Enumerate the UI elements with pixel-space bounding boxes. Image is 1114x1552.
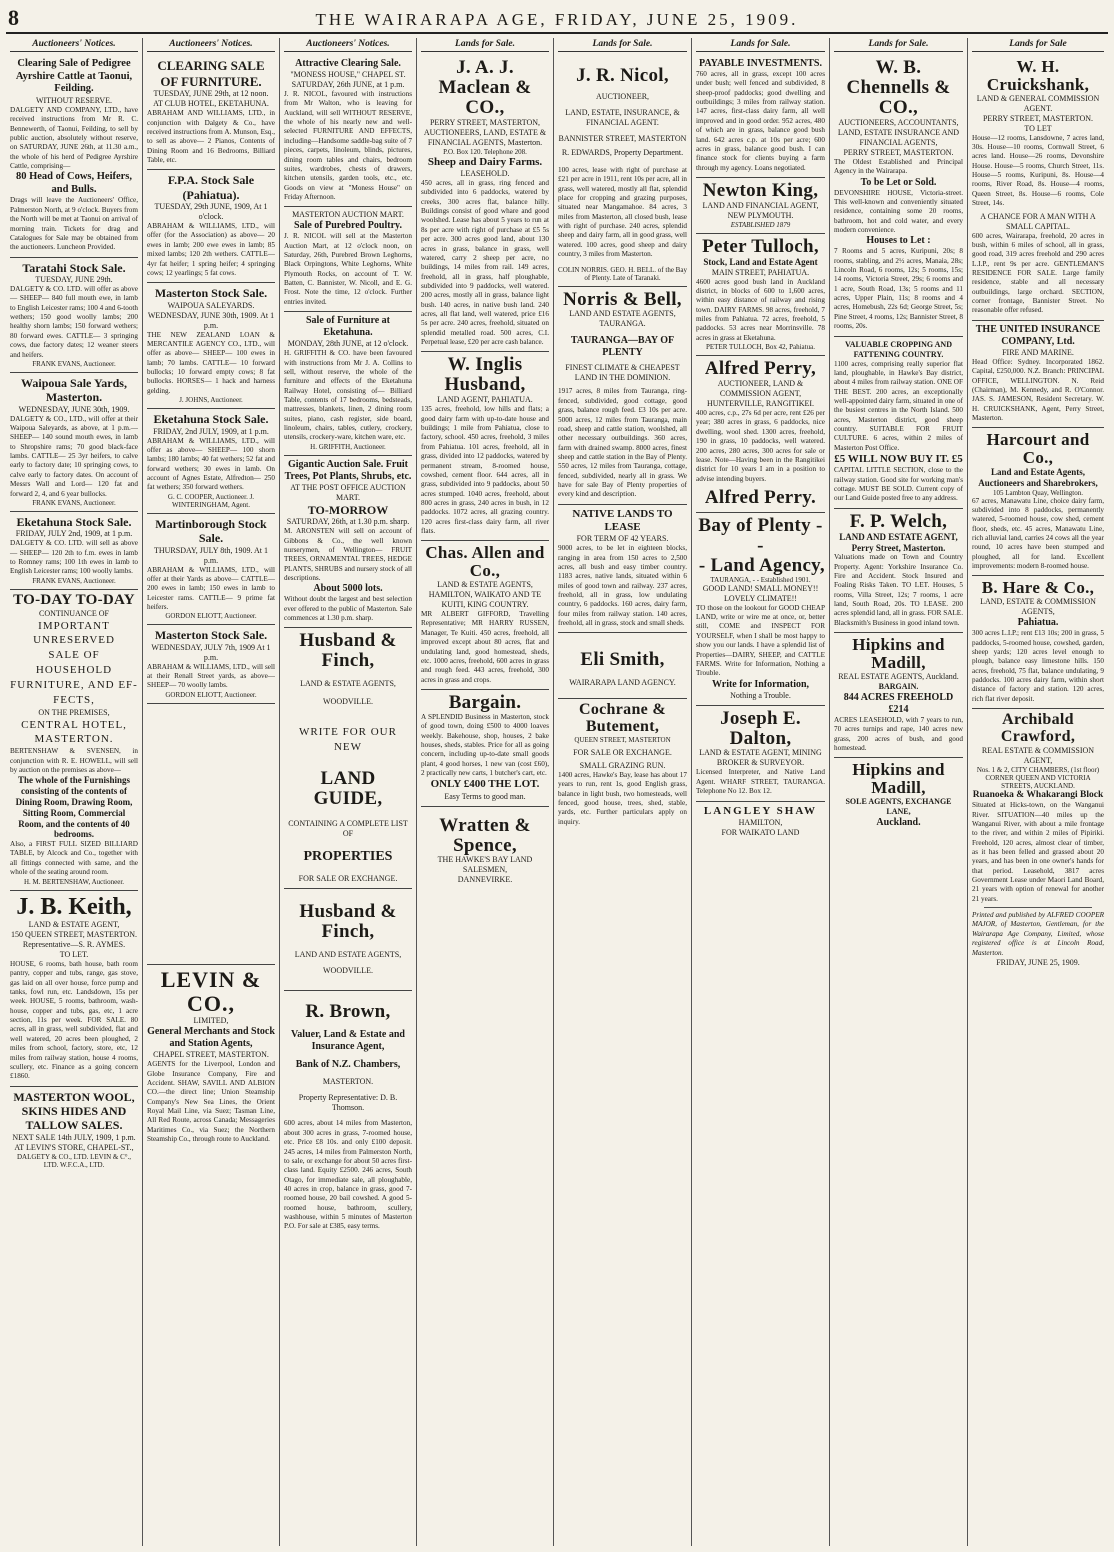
ad-subtitle: LAND & ESTATE AGENT, (28, 919, 120, 929)
ad-headline: Bank of N.Z. Chambers, (295, 1059, 401, 1071)
ad-body: HOUSE, 6 rooms, bath house, bath room pantry, copper and tubs, range, gas stove, gas laid on all over house, force pump and tanks, fowl run, etc. Landsdown, 15s per week. HOUSE, 5 rooms, bathroom, wash-house, copper and tubs, gas, etc, 1 acre section, 11s per week. FOR SALE. 80 acres, all in grass, well subdivided, flat and well watered, 20 acres been ploughed, 2 miles from school, factory, store, etc, 12 miles from railway station, house 4 rooms, scullery, etc. Finance as a going concern £1860. (10, 959, 138, 1081)
ad-title: F.P.A. Stock Sale (Pahiatua). (167, 173, 255, 202)
ad-tagline: FOR WAIKATO LAND (721, 827, 800, 837)
ad-body: 100 acres, lease with right of purchase at £21 per acre in 1911, rent 10s per acre, all in grass, well watered, mostly all flat, splendid place for cropping and grazing purposes, situated near Mangamahoe. 84 acres, 3 miles from Masterton, all closed bush, lease with right of purchase. 240 acres, splendid sheep and dairy farm, all in good grass, well watered. 100 acres, good sheep and dairy country, 3 miles from Masterton. (558, 165, 687, 259)
ad-address: QUEEN STREET, MASTERTON (574, 735, 671, 744)
ad-title: W. H. Cruickshank, (986, 57, 1090, 94)
ad-signature: PETER TULLOCH, Box 42, Pahiatua. (706, 343, 815, 352)
ad-subtitle: AUCTIONEERS, ACCOUNTANTS, LAND, ESTATE INSURANCE AND FINANCIAL AGENTS, (837, 117, 960, 147)
ad-subtitle: HAMILTON, (738, 817, 783, 827)
ad-body: THE NEW ZEALAND LOAN & MERCANTILE AGENCY CO., LTD., will offer as above— SHEEP— 100 ewes in lamb; 70 lambs. CATTLE— 10 forward bullocks; 10 forward empty cows; 8 fat bullocks. HORSES— 1 hack and harness gelding. (147, 330, 275, 395)
ad-title: TO-DAY TO-DAY (13, 591, 135, 608)
ad-line: FECTS, (53, 693, 95, 706)
ad-subtitle: LAND AGENT, PAHIATUA. (437, 395, 533, 405)
ad-body: CAPITAL LITTLE SECTION, close to the railway station. Good site for working man's cottage. MUST BE SOLD. Current copy of our Land Guide posted free to any address. (834, 466, 963, 503)
ad-date: WEDNESDAY, JUNE 30th, 1909. (18, 404, 130, 414)
ad-subtitle: WITHOUT RESERVE. (35, 95, 113, 105)
advertisement (284, 312, 412, 456)
ad-title: J. B. Keith, (16, 893, 132, 920)
ad-body: TO those on the lookout for GOOD CHEAP LAND, write or wire me at once, or, better still, COME and INSPECT FOR YOURSELF, when I shall be most happy to show you our lands. I have a splendid list of Properties—DAIRY, SHEEP, and CATTLE FARMS. Write for Information, Nothing a Trouble. (696, 603, 825, 678)
ad-headline: BARGAIN. (878, 681, 919, 691)
ad-body: M. ARONSTEN will sell on account of Gibbons & Co., the well known nurserymen, of Wellington— FRUIT TREES, ORNAMENTAL TREES, HEDGE PLANTS, SHRUBS and nursery stock of all descriptions. (284, 527, 412, 582)
ad-subtitle: LEASEHOLD. (460, 169, 510, 178)
advertisement (421, 55, 549, 352)
ad-title: Eketahuna Stock Sale. (153, 412, 269, 427)
advertisement (696, 802, 825, 842)
ad-price: ONLY £400 THE LOT. (430, 778, 540, 791)
ad-title: W. Inglis Husband, (444, 354, 526, 396)
advertisement (421, 352, 549, 541)
advertisement (10, 258, 138, 373)
ad-body: 600 acres, about 14 miles from Masterton, about 300 acres in grass, 7-roomed house, etc. Price £8 10s. and only £100 deposit. 245 acres, 14 miles from Palmerston North, to sale, or exchange for about 50 acres first-class land. Equity £2500. 246 acres, South Otago, for immediate sale, all ploughable, 40 acres in crop, balance in grass, good 7-roomed house, 20 bail cowshed. A good 5-roomed house, bathroom, scullery, washhouse, within 5 minutes of Masterton P.O. For sale at £385, easy terms. (284, 1119, 412, 1231)
ad-body: 300 acres L.I.P.; rent £13 10s; 200 in grass, 5 paddocks, 5-roomed house, cowshed, garden, sheep yards; 120 acres level enough to plough, balance easy limestone hills. 150 acres, freehold, 75 flat, balance undulating, 9 paddocks. 100 acres dairy farm, within short distance of factory and station. 120 acres, rich flat river deposit. (972, 629, 1104, 703)
advertisement (558, 505, 687, 634)
ad-body: 400 acres, c.p., 27s 6d per acre, rent £26 per year; 380 acres in grass, 6 paddocks, nice dwelling, wool shed. 1300 acres, freehold, 190 in grass, 10 paddocks, well watered. 200 acres, 280 acres, 300 acres for sale or lease. Note—Having been in the Rangitikei district for 10 years I am in a position to advise intending buyers. (696, 409, 825, 483)
ad-tagline: FINEST CLIMATE & CHEAPEST LAND IN THE DOMINION. (565, 363, 680, 383)
ad-title-continued: - Land Agency, (698, 554, 825, 576)
ad-body: Head Office: Sydney. Incorporated 1862. Capital, £250,000. N.Z. Branch: PRINCIPAL OFFICE, WELLINGTON. N. Reid (Chairman), M. Kennedy, and R. O'Connor. JAS. S. JAMESON, Resident Secretary. W. H. CRUICKSHANK, Agent, Perry Street, Masterton. (972, 357, 1104, 422)
ad-body: ACRES LEASEHOLD, with 7 years to run, 70 acres turnips and rape, 140 acres new grass, 200 acres of bush, and good homestead. (834, 715, 963, 752)
advertisement (834, 337, 963, 509)
ad-date: WEDNESDAY, JULY 7th, 1909 At 1 p.m. (151, 642, 271, 662)
ad-body: J. R. NICOL, favoured with instructions from Mr Walton, who is leaving for Auckland, will sell WITHOUT RESERVE, the whole of his nearly new and well-selected FURNITURE AND EFFECTS, including—Handsome saddle-bag suite of 7 pieces, carpets, linoleum, blinds, pictures, dining room tables and chairs, bedroom suites, wardrobes, chests of drawers, kitchen utensils, garden tools, etc., etc. Goods on view at "Moness House" on Friday Afternoon. (284, 90, 412, 201)
column-4 (417, 38, 554, 1546)
ad-headline: Sale of Purebred Poultry. (294, 220, 402, 232)
ad-date: TUESDAY, 29th JUNE, 1909, At 1 o'clock. (154, 202, 268, 222)
ad-line: FURNITURE, AND EF- (10, 678, 138, 691)
ad-signature: GORDON ELIOTT, Auctioneer. (165, 690, 257, 699)
ad-body: Valuations made on Town and Country Property. Agent: Yorkshire Insurance Co. Fire and Accident. Stock Insured and Foaling Risks Taken. TO LET. Houses, 5 rooms, Villa Street, 12s; 7 rooms, 1 acre land, South Road, 20s. TO LEASE. 200 acres splendid land, all in grass. FOR SALE. Blacksmith's Business in good inland town. (834, 553, 963, 627)
ad-subtitle: ON THE PREMISES, (38, 707, 110, 717)
ad-subtitle: AUCTIONEER, (595, 91, 650, 101)
ad-subtitle: LAND AND ESTATE AGENT, Perry Street, Masterton. (839, 531, 958, 553)
advertisement (147, 514, 275, 626)
ad-time: SATURDAY, 26th, at 1.30 p.m. sharp. (286, 517, 410, 527)
ad-body: House—12 rooms, Lansdowne, 7 acres land, 30s. House—10 rooms, Cornwall Street, 6 acres land. House—26 rooms, Devonshire House. House—5 rooms, Church Street, 11s. House—5 rooms, Kuripuni, 8s. House—4 rooms, River Road, 8s. House—4 rooms, Queen Street, 8s. House—6 rooms, Cole Street, 14s. (972, 133, 1104, 208)
ad-headline: A CHANCE FOR A MAN WITH A SMALL CAPITAL. (980, 211, 1096, 231)
advertisement (972, 55, 1104, 321)
ad-address: PERRY STREET, MASTERTON, AUCTIONEERS, LAND, ESTATE & FINANCIAL AGENTS, Masterton. (423, 117, 547, 147)
ad-date: FRIDAY, JULY 2nd, 1909, at 1 p.m. (15, 529, 133, 539)
advertisement (558, 55, 687, 287)
ad-place: CENTRAL HOTEL, MASTERTON. (21, 718, 127, 746)
ad-place: WOODVILLE. (323, 697, 373, 707)
ad-place: "MONESS HOUSE," CHAPEL ST. (290, 70, 406, 79)
ad-title: W. B. Chennells & CO., (846, 57, 951, 118)
ad-line: IMPORTANT UNRESERVED (33, 619, 115, 647)
ad-tagline: GOOD LAND! SMALL MONEY!! LOVELY CLIMATE!! (702, 583, 819, 603)
ad-body: 1100 acres, comprising really superior flat land, ploughable, in Hawke's Bay district, about 4 miles from railway station. ONE OF THE BEST. 200 acres, an exceptionally well-appointed dairy farm, situated in one of the busiest centres in the North Island. 500 acres, Masterton district, good sheep country. SUITABLE FOR FRUIT CULTURE. 6 acres, within 2 miles of Masterton Post Office. (834, 359, 963, 452)
column-heading: Auctioneers' Notices. (10, 38, 138, 52)
ad-body: J. R. NICOL will sell at the Masterton Auction Mart, at 12 o'clock noon, on Saturday, 26th, Purebred Brown Leghorns, Black Orpingtons, White Leghorns, White Plymouth Rocks, on account of T. W. Batten, C. Bannister, W. Nicoll, and E. G. Frost. Note the time, 12 o'clock. Further entries invited. (284, 232, 412, 306)
advertisement (10, 373, 138, 512)
advertisement (284, 55, 412, 207)
ad-date: MONDAY, 28th JUNE, at 12 o'clock. (287, 339, 409, 349)
ad-headline: To be Let or Sold. (860, 176, 937, 188)
ad-subtitle: FOR TERM OF 42 YEARS. (576, 534, 669, 544)
newspaper-page (6, 4, 1108, 1548)
ad-body: DALGETY & CO., LTD., will offer at their Waipoua Saleyards, as above, at 1 p.m.— SHEEP— 140 sound mouth ewes, in lamb to Shropshire rams; 70 good black-face lambs. CATTLE— 25 3yr heifers, to calve early to factory date; 10 springing cows, to calve early to factory dates. On account of Messrs Wall and Lord— 120 fat and forward 2, 4, and 6 year bullocks. (10, 414, 138, 498)
ad-title: Peter Tulloch, (702, 235, 819, 257)
ad-title: PAYABLE INVESTMENTS. (698, 58, 822, 69)
advertisement (834, 55, 963, 337)
advertisement (421, 690, 549, 807)
ad-headline: Houses to Let : (866, 235, 931, 247)
ad-subtitle: LAND, ESTATE & COMMISSION AGENTS, (980, 597, 1096, 617)
advertisement (10, 590, 138, 891)
ad-title: Gigantic Auction Sale. Fruit Trees, Pot Plants, Shrubs, etc. (284, 458, 412, 482)
ad-headline: Sheep and Dairy Farms. (427, 155, 543, 168)
columns (6, 38, 1108, 1546)
advertisement (284, 628, 412, 888)
ad-subtitle: LIMITED, (193, 1016, 229, 1026)
advertisement (284, 456, 412, 629)
ad-headline: TAURANGA—BAY OF PLENTY (570, 335, 675, 359)
ad-signature: H. GRIFFITH, Auctioneer. (310, 442, 386, 451)
ad-date: TO-MORROW (307, 502, 389, 517)
ad-title: J. A. J. Maclean & CO., (438, 57, 532, 118)
ad-line: WRITE FOR OUR NEW (299, 726, 397, 754)
advertisement (834, 633, 963, 758)
ad-place: DANNEVIRKE. (457, 875, 513, 885)
ad-title: Husband & Finch, (299, 900, 397, 942)
ad-title: B. Hare & Co., (981, 578, 1095, 598)
ad-address: 150 QUEEN STREET, MASTERTON. (10, 929, 138, 939)
ad-headline: LAND GUIDE, (313, 767, 383, 809)
ad-place: AT THE POST OFFICE AUCTION MART. (290, 482, 406, 502)
advertisement (147, 55, 275, 170)
ad-date: SATURDAY, 26th JUNE, at 1 p.m. (291, 80, 405, 89)
ad-body: 135 acres, freehold, low hills and flats; a good dairy farm with up-to-date house and buildings; 1 mile from Pahiatua, close to factory, school. 450 acres, freehold, 3 miles from Pahiatua. 101 acres, freehold, all in grass, divided into 12 paddocks, watered by permanent stream, 8-roomed house, cowshed, cement floor. 644 acres, all in grass, subdivided into 9 paddocks, about 50 acres stumped. 1040 acres, freehold, about 800 acres in grass, 240 acres in bush, in 12 paddocks. 1072 acres, all grazing country. 120 acres first-class dairy farm, all river flats. (421, 405, 549, 536)
ad-title: Bay of Plenty - - (698, 514, 823, 556)
ad-subtitle: LAND & GENERAL COMMISSION AGENT. (976, 93, 1100, 113)
advertisement (10, 891, 138, 1087)
advertisement (696, 356, 825, 513)
ad-signature: H. M. BERTENSHAW, Auctioneer. (23, 877, 125, 886)
ad-subtitle: FOR SALE OR EXCHANGE. (573, 747, 672, 757)
column-heading: Lands for Sale. (421, 38, 549, 52)
ad-title: Clearing Sale of Pedigree Ayrshire Cattle at Taonui, Feilding. (15, 58, 133, 95)
advertisement (972, 428, 1104, 576)
ad-body: MR ALBERT GIFFORD, Travelling Representative; MR HARRY RUSSEN, Manager, Te Kuiti. 450 acres, freehold, all improved except about 80 acres, flat and undulating land, good homestead, sheds, etc. 1000 acres, freehold, 600 acres in grass and rough feed. 443 acres, freehold, 300 acres in grass and crops. (421, 610, 549, 684)
ad-signature: GORDON ELIOTT, Auctioneer. (165, 612, 257, 621)
ad-street: BANNISTER STREET, MASTERTON (558, 133, 687, 143)
ad-subtitle: CONTINUANCE OF (39, 608, 109, 618)
ad-signature: FRANK EVANS, Auctioneer. (32, 576, 116, 585)
ad-title: Martinborough Stock Sale. (155, 516, 267, 546)
ad-body: ABRAHAM & WILLIAMS, LTD., will sell at their Renall Street yards, as above— SHEEP— 70 woolly lambs. (147, 662, 275, 690)
advertisement (696, 55, 825, 178)
ad-place: AT CLUB HOTEL, EKETAHUNA. (153, 99, 269, 109)
column-heading: Lands for Sale. (834, 38, 963, 52)
page-number: 8 (8, 5, 19, 30)
ad-address: MAIN STREET, PAHIATUA. (711, 267, 810, 277)
advertisement (558, 699, 687, 831)
advertisement (972, 321, 1104, 429)
ad-title: THE UNITED INSURANCE COMPANY, Ltd. (975, 323, 1101, 347)
ad-body: 4600 acres good bush land in Auckland district, in blocks of 600 to 1,600 acres, within easy distance of railway and rising town. DAIRY FARMS. 98 acres, freehold, 7 miles from Pahiatua. 72 acres, freehold, 5 paddocks. 53 acres near Morrinsville. 78 acres in grass at Eketahuna. (696, 277, 825, 342)
ad-headline: About 5000 lots. (313, 583, 383, 595)
ad-title: Joseph E. Dalton, (720, 707, 801, 749)
ad-title: Masterton Stock Sale. (154, 628, 268, 643)
ad-subtitle: LAND AND ESTATE AGENTS, TAURANGA. (569, 309, 676, 329)
ad-title: MASTERTON AUCTION MART. (292, 210, 404, 220)
ad-signature: DALGETY & CO., LTD. LEVIN & C°., LTD. W.F.C.A., LTD. (16, 1152, 132, 1169)
ad-representative: Representative—S. R. AYMES. (22, 939, 126, 949)
advertisement (147, 964, 275, 1149)
ad-date: TUESDAY, JUNE 29th, at 12 noon. (153, 89, 269, 99)
imprint: Printed and published by ALFRED COOPER MAJOR, of Masterton, Gentleman, for the Wairarapa Age Company, Limited, whose registered office is at Lincoln Road, Masterton. (972, 911, 1104, 957)
ad-body: Without doubt the largest and best selection ever offered to the public of Masterton. Sale commences at 1.30 p.m. sharp. (284, 595, 412, 623)
advertisement (147, 409, 275, 514)
ad-date: FRIDAY, 2nd JULY, 1909, at 1 p.m. (153, 426, 269, 436)
ad-place: WAIPOUA SALEYARDS. (167, 300, 255, 310)
ad-body: DEVONSHIRE HOUSE, Victoria-street. This well-known and conveniently situated residence, containing some 20 rooms, bathroom, hot and cold water, and every modern convenience. (834, 188, 963, 234)
ad-title: MASTERTON WOOL, SKINS HIDES AND TALLOW SALES. (13, 1089, 135, 1133)
column-1 (6, 38, 143, 1546)
ad-title: Husband & Finch, (299, 630, 397, 672)
ad-address: LAND, ESTATE, INSURANCE, & FINANCIAL AGENT. (565, 107, 680, 127)
ad-headline: TO LET (1024, 123, 1052, 133)
ad-terms: Easy Terms to good man. (444, 791, 526, 801)
ad-contact: P.O. Box 120. Telephone 208. (443, 147, 527, 156)
ad-headline: Ruanoeka & Whakarangi Block (972, 789, 1104, 800)
ad-subtitle: REAL ESTATE & COMMISSION AGENT, (981, 745, 1095, 765)
ad-subtitle: FIRE AND MARINE. (1002, 347, 1074, 357)
ad-title: Harcourt and Co., (986, 430, 1090, 468)
column-heading: Lands for Sale (972, 38, 1104, 52)
advertisement (10, 1087, 138, 1173)
column-heading: Auctioneers' Notices. (147, 38, 275, 52)
ad-title: Norris & Bell, (563, 288, 682, 310)
advertisement (972, 709, 1104, 972)
ad-subtitle: LAND AND ESTATE AGENTS, (294, 949, 402, 959)
ad-headline: SMALL GRAZING RUN. (579, 760, 666, 770)
ad-address: CHAPEL STREET, MASTERTON. (153, 1050, 269, 1060)
ad-headline: £5 WILL NOW BUY IT. £5 (834, 453, 963, 466)
ad-signature: FRANK EVANS, Auctioneer. (32, 359, 116, 368)
column-7 (830, 38, 968, 1546)
ad-title: Newton King, (702, 179, 819, 201)
ad-title: Eketahuna Stock Sale. (16, 514, 132, 529)
advertisement (834, 758, 963, 833)
ad-title: Archibald Crawford, (1000, 711, 1076, 745)
ad-subtitle: Stock, Land and Estate Agent (703, 256, 818, 267)
ad-title: J. R. Nicol, (576, 65, 669, 86)
ad-title: Chas. Allen and Co., (425, 543, 545, 581)
ad-body: DALGETY & CO. LTD. will offer as above— SHEEP— 840 full mouth ewe, in lamb to English Leicester rams; 100 4 and 6-tooth wethers; 150 good woolly lambs; 200 healthy shorn lambs; 150 forward wethers; 80 forward ewes. CATTLE— 3 springing cows, due factory dates; 12 weaner steers and heifers. (10, 285, 138, 359)
ad-date: THURSDAY, JULY 8th, 1909. At 1 p.m. (153, 545, 269, 565)
ad-title: VALUABLE CROPPING AND FATTENING COUNTRY. (845, 339, 952, 359)
column-heading: Lands for Sale. (558, 38, 687, 52)
ad-title: NATIVE LANDS TO LEASE (572, 507, 673, 533)
ad-title: Bargain. (448, 691, 522, 713)
imprint-date: FRIDAY, JUNE 25, 1909. (996, 957, 1080, 967)
ad-body: 600 acres, Wairarapa, freehold, 20 acres in bush, within 6 miles of school, all in grass, good road, 319 acres freehold and 290 acres L.I.P., rent 9s per acre. GENTLEMAN'S RESIDENCE FOR SALE. Large family residence, stable and all necessary outbuildings, large orchard. SECTION, corner frontage, Bannister Street. No reasonable offer refused. (972, 231, 1104, 315)
ad-headline: 80 Head of Cows, Heifers, and Bulls. (15, 171, 133, 195)
ad-body: H. GRIFFITH & CO. have been favoured with instructions from Mr J. A. Collins to sell, without reserve, the whole of the furniture and effects of the Eketahuna Railway Hotel, consisting of— Billiard Table, contents of 17 bedrooms, bedsteads, mattresses, blankets, linen, 2 dining room suites, piano, cash register, side board, linoleum, chairs, tables, cutlery, crockery, utensils, crockery-ware, kitchen ware, etc. (284, 349, 412, 442)
advertisement (696, 178, 825, 234)
ad-line: FOR SALE OR EXCHANGE. (298, 873, 398, 883)
ad-address: Nos. 1 & 2, CITY CHAMBERS, (1st floor) CORNER QUEEN AND VICTORIA STREETS, AUCKLAND. (976, 765, 1100, 790)
divider (984, 907, 1092, 908)
ad-title: R. Brown, (305, 1000, 391, 1022)
ad-place: AT LEVIN'S STORE, CHAPEL-ST., (14, 1142, 134, 1152)
masthead (6, 4, 1108, 34)
ad-title: Eli Smith, (580, 649, 665, 671)
column-2 (143, 38, 280, 1546)
ad-subtitle: REAL ESTATE AGENTS, Auckland. (838, 671, 959, 681)
advertisement (696, 513, 825, 706)
ad-body: The Oldest Established and Principal Agency in the Wairarapa. (834, 157, 963, 176)
ad-title: Masterton Stock Sale. (154, 286, 268, 301)
ad-body: ABRAHAM & WILLIAMS, LTD., will offer (for the Association) as above— 20 ewes in lamb; 200 ewe ewes in lamb; 85 mixed lambs; 120 2th wethers. CATTLE— 4yr fat heifer; 1 spring heifer; 4 springing cows; 12 yearlings; 5 fat cows. (147, 222, 275, 277)
advertisement (147, 283, 275, 409)
ad-body: ABRAHAM & WILLIAMS, LTD., will offer as above— SHEEP— 100 shorn lambs; 180 lambs; 40 fat wethers; 52 fat and forward wethers; 30 ewes in lamb. On account of Agnes Estate, Alfredton— 250 fat wethers; 350 forward wethers. (147, 436, 275, 492)
ad-title: Sale of Furniture at Eketahuna. (306, 315, 390, 339)
ad-title: LEVIN & CO., (160, 966, 262, 1016)
ad-body: 7 Rooms and 5 acres, Kuripuni, 20s; 8 rooms, stabling, and 2½ acres, Manaia, 28s; Lincoln Road, 6 rooms, 12s; 5 rooms, 15s; 14 rooms, Victoria Street, 29s; 6 rooms and 1 acre, South Road, 13s; 5 rooms and 11 acres, Upper Plain, 11s; 8 rooms and 4 acres, Homebush, 22s 6d; George Street, 5s; Pine Street, 4 rooms, 12s; Bannister Street, 8 rooms, 20s. (834, 247, 963, 331)
ad-body: 450 acres, all in grass, ring fenced and subdivided into 6 paddocks, watered by creeks, 300 acres flat, balance hilly. Buildings consist of good whare and good woolshed. Lease has about 5 years to run at 8s per acre with right of purchase at £5 5s per acre. 300 acres good land, about 130 acres in grass, balance in grass, well watered, carry 2 sheep per acre, no buildings, 14 miles from rail. 149 acres, freehold, all in grass, half ploughable, subdivided into 9 paddocks, well watered. 200 acres, mostly all in grass, balance light bush. 140 acres, in native bush land. 240 acres, all flat land, well watered, price £16 5s per acre. 240 acres, freehold, situated on splendid metalled road. 500 acres, C.I. Perpetual lease, £20 per acre cash balance. (421, 179, 549, 347)
advertisement (284, 889, 412, 991)
ad-place: Pahiatua. (1017, 617, 1059, 629)
ad-address: 105 Lambton Quay, Wellington. (992, 488, 1084, 497)
ad-subtitle: Valuer, Land & Estate and Insurance Agent, (290, 1029, 405, 1053)
ad-subtitle: LAND AND FINANCIAL AGENT, NEW PLYMOUTH. (702, 200, 819, 220)
ad-line: SALE OF HOUSEHOLD (35, 649, 113, 677)
ad-date: TUESDAY, JUNE 29th. (35, 275, 113, 285)
ad-subtitle: LAND & ESTATE AGENT, MINING BROKER & SURVEYOR. (699, 748, 822, 768)
ad-title: F. P. Welch, (849, 510, 948, 532)
ad-body: 1917 acres, 8 miles from Tauranga, ring-fenced, subdivided, good cottage, good grass, balance rough feed. £3 10s per acre. 5000 acres, 12 miles from Tauranga, main road, sheep and cattle station, woolshed, all other necessary outbuildings. 360 acres, farm with drained swamp. 8000 acres, finest sheep and cattle station in the Bay of Plenty. 550 acres, 12 miles from Tauranga, cottage, fenced, subdivided, nearly all in grass. We have for sale Bay of Plenty properties of every kind and description. (558, 387, 687, 499)
advertisement (558, 287, 687, 505)
ad-body: ABRAHAM & WILLIAMS, LTD., will offer at their Yards as above— CATTLE— 200 ewes in lamb; 150 ewes in lamb to Leicester rams. CATTLE— 9 prime fat heifers. (147, 565, 275, 611)
ad-subtitle: Nothing a Trouble. (730, 690, 791, 700)
ad-subtitle: AUCTIONEER, LAND & COMMISSION AGENT, HUNTERVILLE, RANGITIKEI. (706, 379, 815, 409)
ad-subtitle: THE HAWKE'S BAY LAND SALESMEN, (437, 855, 533, 875)
advertisement (284, 207, 412, 312)
ad-subtitle: WAIRARAPA LAND AGENCY. (569, 678, 676, 688)
ad-date: WEDNESDAY, JUNE 30th, 1909. At 1 p.m. (147, 310, 275, 330)
ad-address: TAURANGA, - - Established 1901. (710, 575, 811, 584)
column-3 (280, 38, 417, 1546)
ad-date: NEXT SALE 14th JULY, 1909, 1 p.m. (12, 1132, 136, 1142)
advertisement (834, 509, 963, 633)
column-heading: Lands for Sale. (696, 38, 825, 52)
ad-established: ESTABLISHED 1879 (730, 220, 791, 229)
advertisement (696, 706, 825, 802)
ad-title: Taratahi Stock Sale. (22, 260, 126, 275)
column-6 (692, 38, 830, 1546)
advertisement (147, 170, 275, 283)
advertisement (10, 55, 138, 258)
advertisement (284, 991, 412, 1236)
ad-body: DALGETY & CO. LTD. will sell as above— SHEEP— 120 2th to f.m. ewes in lamb to Romney rams; 100 1th ewes in lamb to English Leicester rams; 100 woolly lambs. (10, 539, 138, 576)
ad-title: Alfred Perry, (704, 358, 817, 380)
ad-signature: J. JOHNS, Auctioneer. (179, 396, 243, 405)
ad-signature: Alfred Perry. (704, 486, 817, 508)
ad-body: Drags will leave the Auctioneers' Office, Palmerston North, at 9 o'clock. Buyers from the North will be met at Taonui on arrival of morning train. Tickets for drag and Catalogues for Sale may be obtained from the auctioneers. Luncheon Provided. (10, 196, 138, 252)
ad-title: Waipoua Sale Yards, Masterton. (21, 375, 127, 405)
ad-representative: Property Representative: D. B. Thomson. (298, 1093, 398, 1113)
ad-body: DALGETY AND COMPANY, LTD., have received instructions from Mr R. C. Bennewerth, of Taonui, Feilding, to sell by public auction, absolutely without reserve, on SATURDAY, JUNE 26th, at 11.30 a.m., the whole of his herd of Pedigree Ayrshire Cattle, comprising— (10, 105, 138, 170)
ad-body: Licensed Interpreter, and Native Land Agent. WHARF STREET, TAURANGA. Telephone No 12. Box 12. (696, 768, 825, 796)
column-8 (968, 38, 1108, 1546)
ad-headline: The whole of the Furnishings consisting of the contents of Dining Room, Drawing Room, Sitting Room, Commercial Room, and the contents of 40 bedrooms. (15, 775, 133, 840)
ad-title: CLEARING SALE OF FURNITURE. (157, 58, 265, 89)
ad-headline: Write for Information, (711, 678, 810, 690)
ad-place: MASTERTON. (322, 1077, 374, 1087)
ad-address: PERRY STREET, MASTERTON. (843, 147, 954, 157)
ad-signature: G. C. COOPER, Auctioneer. J. WINTERINGHAM, Agent. (167, 492, 255, 509)
ad-body: BERTENSHAW & SVENSEN, in conjunction with R. E. HOWELL, will sell by auction on the premises as above— (10, 747, 138, 774)
advertisement (421, 807, 549, 890)
ad-body: 67 acres, Manawatu Line, choice dairy farm, subdivided into 8 paddocks, permanently watered, 5-roomed house, cow shed, cement floor, sheds, etc. 45 acres, Manawatu Line, rich alluvial land, carries 24 cows all the year round, 10 acres have been stumped and ploughed, all for land. Excellent improvements: modern 8-roomed house. (972, 496, 1104, 571)
ad-signature: FRANK EVANS, Auctioneer. (32, 498, 116, 507)
ad-body: AGENTS for the Liverpool, London and Globe Insurance Company, Fire and Accident. SHAW, SAVILL AND ALBION CO.—the direct line; Union Steamship Company's New Sea Lines, the Orient Royal Mail Line, via Suez; Tasman Line, All Red Route, across Canada; Messageries Maritimes Co., via Suez; the Northern Steamship Co., through route to Auckland. (147, 1060, 275, 1144)
advertisement (421, 541, 549, 690)
ad-headline: 844 ACRES FREEHOLD £214 (843, 691, 954, 715)
ad-headline: General Merchants and Stock and Station Agents, (147, 1026, 275, 1050)
ad-address: PERRY STREET, MASTERTON. (982, 113, 1094, 123)
ad-subtitle: LAND & ESTATE AGENTS, (300, 679, 396, 689)
ad-body: Situated at Hicks-town, on the Wanganui River. SITUATION—40 miles up the Wanganui River, with about a mile frontage to the river, and within 2 miles of Pipiriki. Freehold, 120 acres, almost clear of timber, as it has been felled and grassed about 20 years, and has been in one owner's hands for that period. Leasehold, 3817 acres Government Lease under Maori Land Board, 21 years with option of renewal for another 21 years. (972, 801, 1104, 903)
ad-place: WOODVILLE. (323, 965, 373, 975)
ad-body: A SPLENDID Business in Masterton, stock of good town, doing £500 to 4000 loaves weekly. Bakehouse, shop, houses, 2 bake houses, sheds, stables. Price for all as going concern, including up-to-date small goods plant, 4 good horses, 1 new van (cost £60), 2 practically new carts, 1 butcher's cart, etc. (421, 712, 549, 778)
advertisement (147, 625, 275, 703)
ad-title: Hipkins and Madill, (852, 760, 945, 798)
ad-subtitle: LAND & ESTATE AGENTS, HAMILTON, WAIKATO AND TE KUITI, KING COUNTRY. (428, 580, 542, 610)
ad-line: CONTAINING A COMPLETE LIST OF (288, 818, 408, 838)
advertisement (10, 512, 138, 590)
ad-title: Cochrane & Butement, (579, 701, 666, 736)
ad-headline: TO LET. (59, 949, 89, 959)
ad-body: 9000 acres, to be let in eighteen blocks, ranging in area from 150 acres to 2,500 acres, all bush and easy timber country. 1183 acres, native lands, situated within 6 miles of good town and railway. 237 acres, freehold, all in grass, low undulating country, 6 paddocks. 160 acres, dairy farm, four miles from railway station. 140 acres, freehold, all in grass, stock and small sheds. (558, 544, 687, 628)
ad-body: ABRAHAM AND WILLIAMS, LTD., in conjunction with Dalgety & Co., have received instructions from A. Munson, Esq., to sell as above— 2 Pianos, Contents of Dining Room and 16 Bedrooms, Billiard Table, etc. (147, 109, 275, 164)
advertisement (558, 633, 687, 699)
ad-body: Also, a FIRST FULL SIZED BILLIARD TABLE, by Alcock and Co., together with all fittings connected with same, and the whole of the seating around room. (10, 840, 138, 877)
advertisement (972, 576, 1104, 709)
ad-title: Attractive Clearing Sale. (295, 58, 401, 69)
ad-subtitle: SOLE AGENTS, EXCHANGE LANE, (845, 797, 952, 816)
newspaper-title: THE WAIRARAPA AGE, FRIDAY, JUNE 25, 1909. (315, 10, 799, 29)
ad-title: Wratten & Spence, (439, 814, 531, 856)
ad-representative: R. EDWARDS, Property Department. (561, 147, 684, 157)
ad-title: Hipkins and Madill, (852, 635, 945, 673)
ad-title: LANGLEY SHAW (703, 804, 818, 817)
advertisement (696, 234, 825, 356)
column-heading: Auctioneers' Notices. (284, 38, 412, 52)
column-5 (554, 38, 692, 1546)
ad-subtitle: Land and Estate Agents, Auctioneers and Sharebrokers, (978, 467, 1098, 488)
ad-body: 1400 acres, Hawke's Bay, lease has about 17 years to run, rent 1s, good English grass, balance in light bush, two homesteads, well fenced, good house, trees, shed, stable, yards, etc. Further particulars apply on inquiry. (558, 770, 687, 826)
ad-signature: COLIN NORRIS. GEO. H. BELL. of the Bay of Plenty. Late of Taranaki. (558, 265, 687, 282)
ad-headline: PROPERTIES (303, 848, 393, 864)
ad-place: Auckland. (876, 817, 921, 828)
ad-body: 760 acres, all in grass, except 100 acres under bush; well fenced and subdivided, 8 sheep-proof paddocks; good dwelling and outbuildings; 3 miles from railway station. 147 acres, first-class dairy farm, all well improved and in good order. 952 acres, 480 of which are in grass, balance good bush land. 642 acres c.p. at 10s per acre; 600 acres in grass, balance good bush. I can finance stock for clients buying a farm through my agency. Loans negotiated. (696, 70, 825, 172)
